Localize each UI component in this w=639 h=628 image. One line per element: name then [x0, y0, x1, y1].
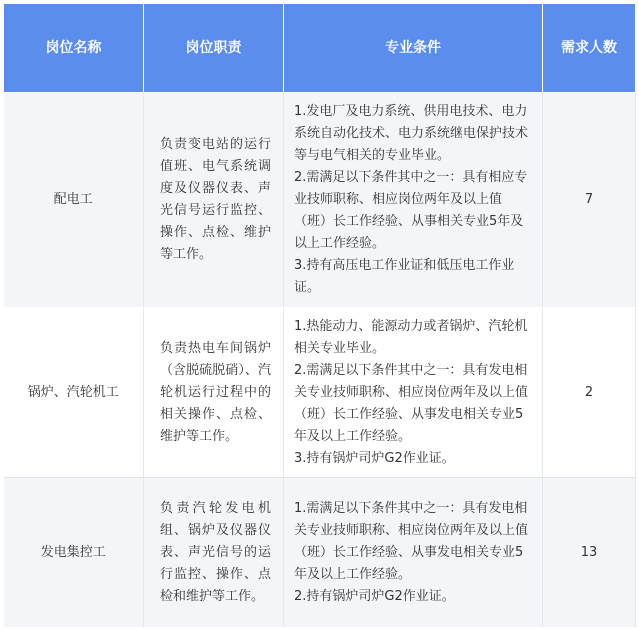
table-row	[4, 93, 636, 308]
table-row	[4, 478, 636, 628]
requirement-item: 2.持有锅炉司炉G2作业证。	[294, 588, 455, 604]
header-position-duty: 岗位职责	[144, 4, 284, 93]
table-row	[4, 308, 636, 478]
requirement-item: 1.需满足以下条件其中之一：具有发电相关专业技师职称、相应岗位两年及以上值（班）长工作经验、从事发电相关专业5年及以上工作经验。	[294, 500, 529, 582]
requirement-item: 2.需满足以下条件其中之一：具有相应专业技师职称、相应岗位两年及以上值（班）长工作经验、从事相关专业5年及以上工作经验。	[294, 170, 528, 251]
requirement-item: 3.持有高压电工作业证和低压电工作业证。	[294, 258, 515, 295]
position-name-cell: 配电工	[4, 93, 144, 308]
position-duty-cell: 负责变电站的运行值班、电气系统调度及仪器仪表、声光信号运行监控、操作、点检、维护等工作。	[144, 93, 284, 308]
position-name-cell: 发电集控工	[4, 478, 144, 628]
requirements-cell	[284, 93, 543, 308]
requirement-item: 1.热能动力、能源动力或者锅炉、汽轮机相关专业毕业。	[294, 318, 528, 356]
job-requirements-table	[3, 3, 636, 628]
headcount-cell: 7	[543, 93, 636, 308]
headcount-cell: 13	[543, 478, 636, 628]
requirement-item: 1.发电厂及电力系统、供用电技术、电力系统自动化技术、电力系统继电保护技术等与电气相关的专业毕业。	[294, 104, 529, 163]
position-duty-cell: 负责汽轮发电机组、锅炉及仪器仪表、声光信号的运行监控、操作、点检和维护等工作。	[144, 478, 284, 628]
header-requirements: 专业条件	[284, 4, 543, 93]
position-name-cell: 锅炉、汽轮机工	[4, 308, 144, 478]
requirement-item: 2.需满足以下条件其中之一：具有发电相关专业技师职称、相应岗位两年及以上值（班）长工作经验、从事发电相关专业5年及以上工作经验。	[294, 362, 529, 444]
header-position-name: 岗位名称	[4, 4, 144, 93]
job-table-container	[3, 3, 635, 618]
headcount-cell: 2	[543, 308, 636, 478]
position-duty-cell: 负责热电车间锅炉（含脱硫脱硝）、汽轮机运行过程中的相关操作、点检、维护等工作。	[144, 308, 284, 478]
header-headcount: 需求人数	[543, 4, 636, 93]
requirements-cell	[284, 478, 543, 628]
requirements-cell	[284, 308, 543, 478]
table-header-row	[4, 4, 636, 93]
requirement-item: 3.持有锅炉司炉G2作业证。	[294, 450, 455, 466]
